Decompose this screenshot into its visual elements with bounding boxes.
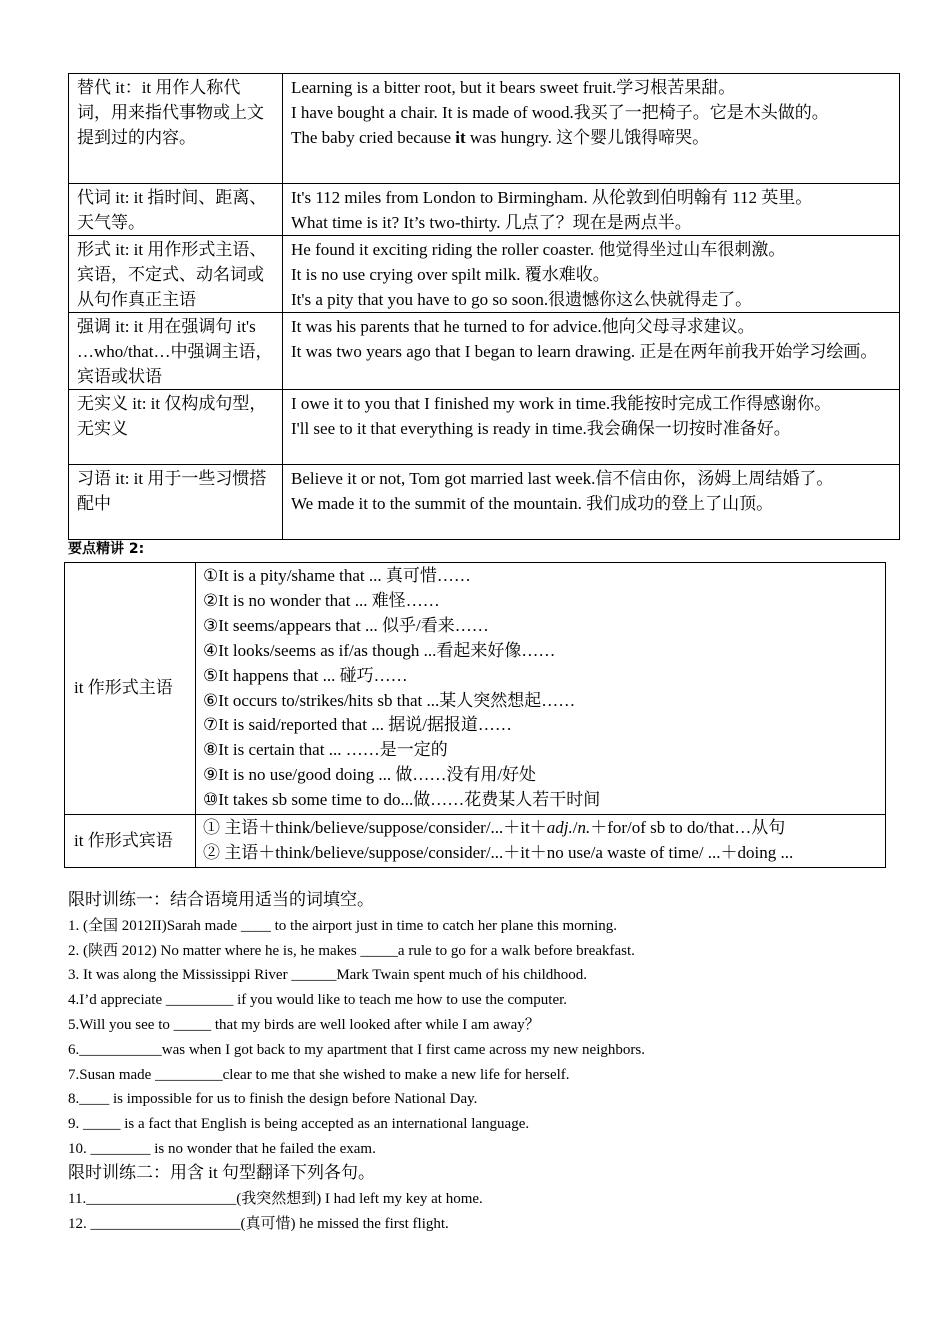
pattern-line: ⑦It is said/reported that ... 据说/据报道…… (203, 715, 512, 735)
example-line: It's 112 miles from London to Birmingham. 从伦敦到伯明翰有 112 英里。 (291, 188, 813, 207)
example-line: I owe it to you that I finished my work in time.我能按时完成工作得感谢你。 (291, 394, 832, 413)
it-usage-table (68, 73, 900, 540)
usage-examples (283, 184, 900, 236)
pattern-line: ⑥It occurs to/strikes/hits sb that ...某人突然想起…… (203, 690, 576, 710)
pattern-line: ④It looks/seems as if/as though ...看起来好像…… (203, 640, 556, 660)
exercise1-title: 限时训练一：结合语境用适当的词填空。 (68, 890, 374, 909)
usage-examples (283, 74, 900, 184)
pattern-line: ③It seems/appears that ... 似乎/看来…… (203, 615, 489, 635)
usage-examples (283, 313, 900, 390)
usage-label: 强调 it: it 用在强调句 it's …who/that…中强调主语，宾语或状语 (69, 313, 283, 390)
usage-label: 替代 it：it 用作人称代词，用来指代事物或上文提到过的内容。 (69, 74, 283, 184)
example-line: The baby cried because it was hungry. 这个婴儿饿得啼哭。 (291, 128, 710, 147)
exercise-item: 8.____ is impossible for us to finish the design before National Day. (68, 1091, 478, 1107)
example-line: I'll see to it that everything is ready in time.我会确保一切按时准备好。 (291, 419, 791, 438)
pattern-line: ⑧It is certain that ... ……是一定的 (203, 740, 448, 760)
table-row (65, 815, 886, 868)
example-line: We made it to the summit of the mountain. 我们成功的登上了山顶。 (291, 494, 774, 513)
pattern-line: ⑨It is no use/good doing ... 做……没有用/好处 (203, 765, 537, 785)
table-row (69, 313, 900, 390)
pattern-line: ②It is no wonder that ... 难怪…… (203, 590, 440, 610)
exercise-item: 7.Susan made _________clear to me that she wished to make a new life for herself. (68, 1067, 570, 1083)
exercise-item: 11.____________________(我突然想到) I had left my key at home. (68, 1191, 483, 1207)
table-row (69, 184, 900, 236)
pattern-list (196, 815, 886, 868)
usage-examples (283, 390, 900, 465)
exercise-item: 6.___________was when I got back to my apartment that I first came across my new neighbors. (68, 1042, 645, 1058)
example-line: What time is it? It’s two-thirty. 几点了？现在是两点半。 (291, 213, 692, 232)
exercise2-title: 限时训练二：用含 it 句型翻译下列各句。 (68, 1163, 375, 1182)
usage-label: 代词 it: it 指时间、距离、天气等。 (69, 184, 283, 236)
example-line: It was his parents that he turned to for advice.他向父母寻求建议。 (291, 317, 755, 336)
pattern-line: ② 主语＋think/believe/suppose/consider/...＋it＋no use/a waste of time/ ...＋doing ... (203, 842, 794, 862)
usage-label: 无实义 it: it 仅构成句型，无实义 (69, 390, 283, 465)
exercise-item: 4.I’d appreciate _________ if you would like to teach me how to use the computer. (68, 992, 568, 1008)
table-row (69, 74, 900, 184)
example-line: Learning is a bitter root, but it bears sweet fruit.学习根苦果甜。 (291, 78, 736, 97)
usage-examples (283, 465, 900, 540)
pattern-line: ⑤It happens that ... 碰巧…… (203, 665, 408, 685)
pattern-line: ①It is a pity/shame that ... 真可惜…… (203, 566, 471, 585)
exercise-item: 3. It was along the Mississippi River ______Mark Twain spent much of his childhood. (68, 967, 588, 983)
table-row (69, 465, 900, 540)
exercise-item: 2. (陕西 2012) No matter where he is, he makes _____a rule to go for a walk before breakfast. (68, 943, 635, 959)
exercise-item: 12. ____________________(真可惜) he missed the first flight. (68, 1216, 449, 1232)
example-line: He found it exciting riding the roller coaster. 他觉得坐过山车很刺激。 (291, 240, 786, 259)
usage-examples (283, 236, 900, 313)
pattern-label: it 作形式宾语 (65, 815, 196, 868)
exercise-item: 1. (全国 2012II)Sarah made ____ to the airport just in time to catch her plane this morning. (68, 918, 618, 934)
pattern-line: ① 主语＋think/believe/suppose/consider/...＋it＋adj./n.＋for/of sb to do/that…从句 (203, 818, 786, 838)
example-line: Believe it or not, Tom got married last week.信不信由你，汤姆上周结婚了。 (291, 469, 834, 488)
section-title: 要点精讲 2: (68, 541, 145, 557)
example-line: It was two years ago that I began to learn drawing. 正是在两年前我开始学习绘画。 (291, 342, 878, 361)
table-row (65, 563, 886, 815)
it-pattern-table (64, 562, 886, 868)
exercise-item: 10. ________ is no wonder that he failed the exam. (68, 1141, 376, 1157)
usage-label: 习语 it: it 用于一些习惯搭配中 (69, 465, 283, 540)
pattern-label: it 作形式主语 (65, 563, 196, 815)
pattern-list (196, 563, 886, 815)
exercise-item: 5.Will you see to _____ that my birds are well looked after while I am away？ (68, 1017, 540, 1033)
table-row (69, 390, 900, 465)
example-line: It's a pity that you have to go so soon.很遗憾你这么快就得走了。 (291, 290, 753, 309)
example-line: It is no use crying over spilt milk. 覆水难收。 (291, 265, 610, 284)
example-line: I have bought a chair. It is made of wood.我买了一把椅子。它是木头做的。 (291, 103, 829, 122)
usage-label: 形式 it: it 用作形式主语、宾语，不定式、动名词或从句作真正主语 (69, 236, 283, 313)
exercise-item: 9. _____ is a fact that English is being accepted as an international language. (68, 1116, 530, 1132)
pattern-line: ⑩It takes sb some time to do...做……花费某人若干时间 (203, 790, 601, 810)
table-row (69, 236, 900, 313)
